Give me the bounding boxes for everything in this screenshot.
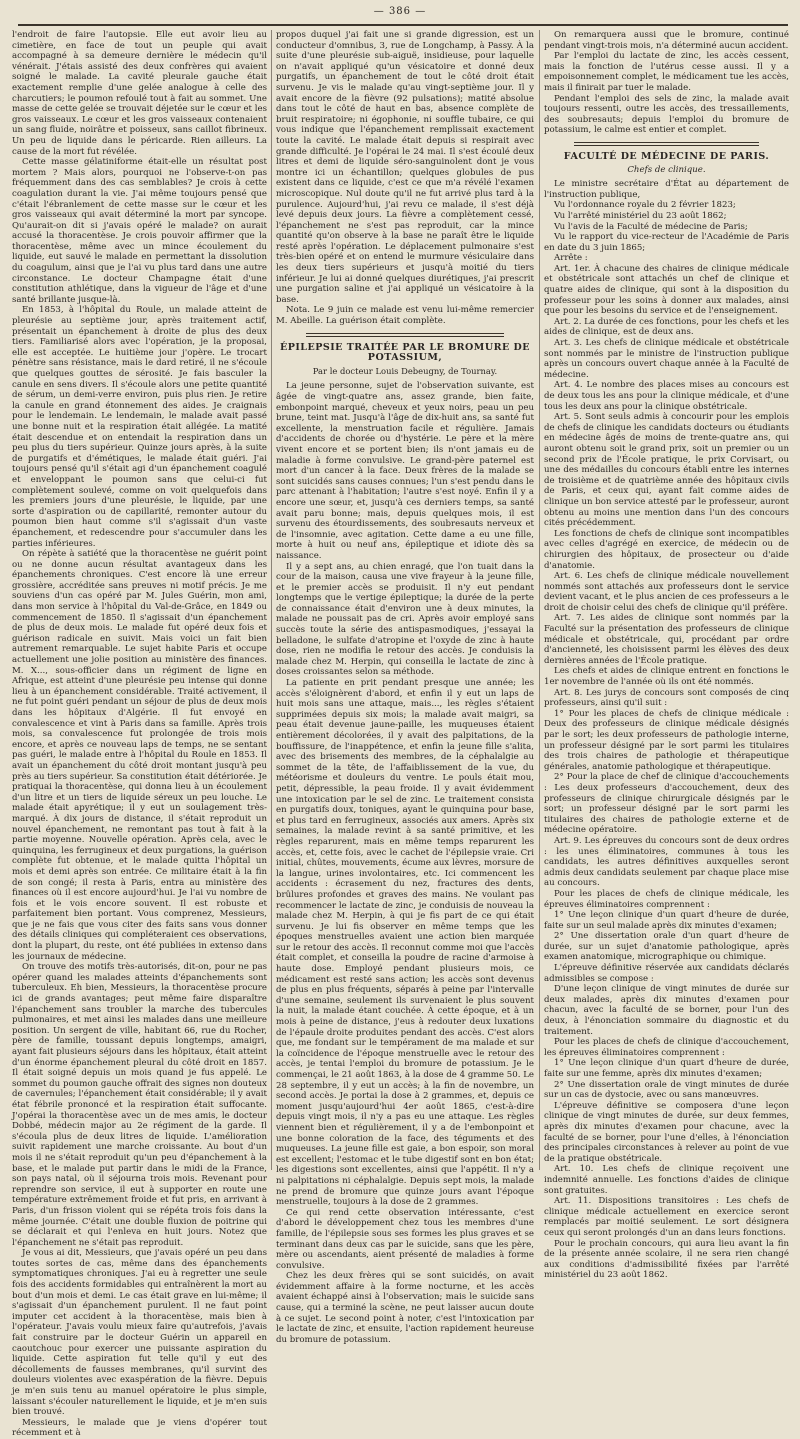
paragraph: 2° Pour la place de chef de clinique d'accouchements : Les deux professeurs d'accouchement, deux des professeurs de clinique chirurgicale désignés par le sort; un professeur désigné par le sort parmi les titulaires des chaires de pathologie externe et de médecine opératoire. bbox=[544, 772, 789, 836]
paragraph: La patiente en prit pendant presque une année; les accès s'éloignèrent d'abord, et enfin il y eut un laps de huit mois sans une attaque, mais..., les règles s'étaient supprimées depuis six mois; la malade avait maigri, sa peau était devenue jaune-paille, les muqueuses étaient entièrement décolorées, il y avait des palpitations, de la bouffissure, de l'inappétence, et enfin la jeune fille s'alita, avec des brisements des membres, de la céphalalgie au sommet de la tête, de l'affaiblissement de la vue, du météorisme et douleurs du ventre. Le pouls était mou, petit, dépressible, la peau froide. Il y avait évidemment une intoxication par le sel de zinc. Le traitement consista en purgatifs doux, toniques, ayant le quinquina pour base, et plus tard en ferrugineux, associés aux amers. Après six semaines, la malade revint à sa santé primitive, et les règles reparurent, mais en même temps reparurent les accès, et, cette fois, avec le cachet de l'épilepsie vraie. Cri initial, chûtes, mouvements, écume aux lèvres, morsure de la langue, urines involontaires, etc. Ici commencent les accidents : écrasement du nez, fractures des dents, brûlures profondes et graves des mains. Ne voulant pas recommencer le lactate de zinc, je conduisis de nouveau la malade chez M. Herpin, à qui je fis part de ce qui était survenu. Je lui fis observer en même temps que les époques menstruelles avaient une action bien marquée sur le retour des accès. Il reconnut comme moi que l'accès était complet, et conseilla la poudre de racine d'armoise à haute dose. Employé pendant plusieurs mois, ce médicament est resté sans action; les accès sont devenus de plus en plus fréquents, séparés à peine par l'intervalle d'une semaine, seulement ils survenaient le plus souvent la nuit, la malade étant couchée. À cette époque, et à un mois à peine de distance, j'eus à redouter deux luxations de l'épaule droite produites pendant des accès. C'est alors que, me fondant sur le tempérament de ma malade et sur la coïncidence de l'époque menstruelle avec le retour des accès, je tentai l'emploi du bromure de potassium. Je le commençai, le 21 août 1863, à la dose de 4 gramme 50. Le 28 septembre, il y eut un accès; à la fin de novembre, un second accès. Je portai la dose à 2 grammes, et, depuis ce moment jusqu'aujourd'hui 4er août 1865, c'est-à-dire depuis vingt mois, il n'y a pas eu une attaque. Les règles viennent bien et régulièrement, il y a de l'embonpoint et une bonne coloration de la face, des téguments et des muqueuses. La jeune fille est gaie, a bon espoir, son moral est excellent; l'estomac et le tube digestif sont en bon état; les digestions sont excellentes, ainsi que l'appétit. Il n'y a ni palpitations ni céphalalgie. Depuis sept mois, la malade ne prend de bromure que quinze jours avant l'époque menstruelle, toujours à la dose de 2 grammes. bbox=[276, 678, 534, 1208]
paragraph: Art. 4. Le nombre des places mises au concours est de deux tous les ans pour la clinique médicale, et d'une tous les deux ans pour la clinique obstétricale. bbox=[544, 380, 789, 412]
article-title: ÉPILEPSIE TRAITÉE PAR LE BROMURE DE POTASSIUM, bbox=[279, 341, 531, 364]
paragraph: L'épreuve définitive se composera d'une leçon clinique de vingt minutes de durée, sur deux femmes, après dix minutes d'examen pour chacune, avec la faculté de se borner, pour l'une d'elles, à l'énonciation des principales circonstances à relever au point de vue de la pratique obstétricale. bbox=[544, 1100, 789, 1164]
paragraph: Art. 11. Dispositions transitoires : Les chefs de clinique médicale actuellement en exercice seront remplacés par moitié seulement. Le sort désignera ceux qui seront prolongés d'un an dans leurs fonctions. bbox=[544, 1196, 789, 1238]
column-1 bbox=[12, 30, 267, 1439]
paragraph: Vu l'avis de la Faculté de médecine de Paris; bbox=[554, 221, 748, 232]
paragraph: L'épreuve définitive réservée aux candidats déclarés admissibles se compose : bbox=[544, 963, 789, 984]
paragraph: 1° Une leçon clinique d'un quart d'heure de durée, faite sur un seul malade après dix minutes d'examen; bbox=[544, 910, 789, 931]
paragraph: propos duquel j'ai fait une si grande digression, est un conducteur d'omnibus, 3, rue de Longchamp, à Passy. À la suite d'une pleurésie sub-aiguë, insidieuse, pour laquelle on n'avait appliqué qu'un vésicatoire et donné deux purgatifs, un épanchement de tout le côté droit était survenu. Je vis le malade qu'au vingt-septième jour. Il y avait encore de la fièvre (92 pulsations); matité absolue dans tout le côté de haut en bas, absence complète de bruit respiratoire; ni égophonie, ni souffle tubaire, ce qui vous indique que l'épanchement remplissait exactement toute la cavité. Le malade était depuis si respirait avec grande difficulté. Je l'opérai le 24 mai. Il s'est écoulé deux litres et demi de liquide séro-sanguinolent dont je vous montre ici un échantillon; quelques globules de pus existent dans ce liquide, c'est ce que m'a révélé l'examen microscopique. Nul doute qu'il ne fut arrivé plus tard à la purulence. Aujourd'hui, j'ai revu ce malade, il s'est déjà levé depuis deux jours. La fièvre a complètement cessé, l'épanchement ne s'est pas reproduit, car la mince quantité qu'on observe à la base ne paraît être le liquide resté après l'opération. Le déplacement pulmonaire s'est très-bien opéré et on entend le murmure vésiculaire dans les deux tiers supérieurs et jusqu'à moitié du tiers inférieur. Je lui ai donné quelques diurétiques, j'ai prescrit une purgation saline et j'ai appliqué un vésicatoire à la base. bbox=[276, 30, 534, 305]
paragraph: Il y a sept ans, au chien enragé, que l'on tuait dans la cour de la maison, causa une vive frayeur à la jeune fille, et le premier accès se produisit. Il n'y eut pendant longtemps que le vertige épileptique; la durée de la perte de connaissance était d'environ une à deux minutes, la malade ne poussait pas de cri. Après avoir employé sans succès toute la série des antispasmodiques, j'essayai la belladone, le sulfate d'atropine et l'oxyde de zinc à haute dose, rien ne modifia le retour des accès. Je conduisis la malade chez M. Herpin, qui conseilla le lactate de zinc à doses croissantes selon sa méthode. bbox=[276, 561, 534, 678]
paragraph: Pendant l'emploi des sels de zinc, la malade avait toujours ressenti, outre les accès, des tressaillements, des soubresauts; depuis l'emploi du bromure de potassium, le calme est entier et complet. bbox=[544, 93, 789, 136]
section-subtitle: Chefs de clinique. bbox=[627, 164, 706, 175]
paragraph: Pour le prochain concours, qui aura lieu avant la fin de la présente année scolaire, il ne sera rien changé aux conditions d'admissibilité fixées par l'arrêté ministériel du 23 août 1862. bbox=[544, 1238, 789, 1281]
paragraph: On trouve des motifs très-autorisés, dit-on, pour ne pas opérer quand les malades atteints d'épanchements sont tuberculeux. Eh bien, Messieurs, la thoracentèse procure ici de grands avantages; peut même faire disparaître l'épanchement sans troubler la marche des tubercules pulmonaires, et met ainsi les malades dans une meilleure position. Un sergent de ville, habitant 66, rue du Rocher, père de famille, toussant depuis longtemps, amaigri, ayant fait plusieurs séjours dans les hôpitaux, était atteint d'un énorme épanchement pleural du côté droit en 1857. Il était soigné depuis un mois quand je fus appelé. Le sommet du poumon gauche offrait des signes non douteux de cavernules; l'épanchement était considérable; il y avait état fébrile prononcé et la respiration était suffocante. J'opérai la thoracentèse avec un de mes amis, le docteur Dobbé, médecin major au 2e régiment de la garde. Il s'écoula plus de deux litres de liquide. L'amélioration suivit rapidement une marche croissante. Au bout d'un mois il ne s'était reproduit qu'un peu d'épanchement à la base, et le malade put partir dans le midi de la France, son pays natal, où il séjourna trois mois. Revenant pour reprendre son service, il eut à supporter en route une température extrêmement froide et fut pris, en arrivant à Paris, d'un frisson violent qui se répéta trois fois dans la même journée. C'était une double fluxion de poitrine qui se déclarait et qui l'enleva en huit jours. Notez que l'épanchement ne s'était pas reproduit. bbox=[12, 962, 267, 1248]
note: Nota. Le 9 juin ce malade est venu lui-même remercier M. Abeille. La guérison était complète. bbox=[276, 305, 534, 327]
paragraph: Pour les places de chefs de clinique médicale, les épreuves éliminatoires comprennent : bbox=[544, 888, 789, 910]
paragraph: Art. 7. Les aides de clinique sont nommés par la Faculté sur la présentation des professeurs de clinique médicale et obstétricale, qui, procédant par ordre d'ancienneté, les choisissent parmi les élèves des deux dernières années de l'École pratique. bbox=[544, 613, 789, 666]
section-divider bbox=[574, 142, 759, 146]
paragraph: Je vous ai dit, Messieurs, que j'avais opéré un peu dans toutes sortes de cas, même dans des épanchements symptomatiques chroniques. J'ai eu à regretter une seule fois des accidents formidables qui entraînèrent la mort au bout d'un mois et demi. Le cas était grave en lui-même; il s'agissait d'un épanchement purulent. Il ne faut point imputer cet accident à la thoracentèse, mais bien à l'opérateur. J'avais voulu mieux faire qu'autrefois, j'avais fait construire par le docteur Guérin un appareil en caoutchouc pour exercer une puissante aspiration du liquide. Cette aspiration fut telle qu'il y eut des décollements de fausses membranes, qu'il survint des douleurs violentes avec exaspération de la fièvre. Depuis je m'en suis tenu au manuel opératoire le plus simple, laissant s'écouler naturellement le liquide, et je m'en suis bien trouvé. bbox=[12, 1248, 267, 1418]
page-number: — 386 — bbox=[373, 6, 427, 17]
paragraph: Art. 10. Les chefs de clinique reçoivent une indemnité annuelle. Les fonctions d'aides de clinique sont gratuites. bbox=[544, 1164, 789, 1196]
paragraph: Art. 2. La durée de ces fonctions, pour les chefs et les aides de clinique, est de deux ans. bbox=[544, 316, 789, 338]
paragraph: Art. 3. Les chefs de clinique médicale et obstétricale sont nommés par le ministre de l'instruction publique après un concours ouvert chaque année à la Faculté de médecine. bbox=[544, 338, 789, 380]
paragraph: 1° Pour les places de chefs de clinique médicale : Deux des professeurs de clinique médicale désignés par le sort; les deux professeurs de pathologie interne, un professeur désigné par le sort parmi les titulaires des trois chaires de pathologie et thérapeutique générales, anatomie pathologique et thérapeutique. bbox=[544, 708, 789, 772]
paragraph: Ce qui rend cette observation intéressante, c'est d'abord le développement chez tous les membres d'une famille, de l'épilepsie sous ses formes les plus graves et se terminant dans deux cas par le suicide, sans que les père, mère ou ascendants, aient présenté de maladies à forme convulsive. bbox=[276, 1207, 534, 1271]
article-author: Par le docteur Louis Debeugny, de Tournay. bbox=[312, 365, 498, 376]
paragraph: Vu le rapport du vice-recteur de l'Académie de Paris en date du 3 juin 1865; bbox=[544, 232, 789, 253]
paragraph: Par l'emploi du lactate de zinc, les accès cessent, mais la fonction de l'utérus cesse aussi. Il y a empoisonnement complet, le médicament tue les accès, mais il finirait par tuer le malade. bbox=[544, 51, 789, 93]
paragraph: D'une leçon clinique de vingt minutes de durée sur deux malades, après dix minutes d'examen pour chacun, avec la faculté de se borner, pour l'un des deux, à l'énonciation sommaire du diagnostic et du traitement. bbox=[544, 984, 789, 1037]
paragraph: On répète à satiété que la thoracentèse ne guérit point ou ne donne aucun résultat avantageux dans les épanchements chroniques. C'est encore là une erreur grossière, accréditée sans preuves ni motif précis. Je me souviens d'un cas opéré par M. Jules Guérin, mon ami, dans mon service à l'hôpital du Val-de-Grâce, en 1849 ou commencement de 1850. Il s'agissait d'un épanchement de plus de deux mois. Le malade fut opéré deux fois et guérison radicale en suivit. Mais voici un fait bien autrement remarquable. Le sujet habite Paris et occupe actuellement une jolie position au ministère des finances. M. X..., sous-officier dans un régiment de ligne en Afrique, est atteint d'une pleurésie peu intense qui donne lieu à un épanchement considérable. Traité activement, il ne fut point guéri pendant un séjour de plus de deux mois dans les hôpitaux d'Algérie. Il fut envoyé en convalescence et vint à Paris dans sa famille. Après trois mois, sa convalescence fut prolongée de trois mois encore, et après ce nouveau laps de temps, ne se sentant pas guéri, le malade entre à l'hôpital du Roule en 1853. Il avait un épanchement du côté droit montant jusqu'à peu près au tiers supérieur. Sa constitution était détériorée. Je pratiquai la thoracentèse, qui donna lieu à un écoulement d'un litre et un tiers de liquide séreux un peu louche. Le malade était apyrétique; il y eut un soulagement très-marqué. À dix jours de distance, il s'était reproduit un nouvel épanchement, ne remontant pas tout à fait à la partie moyenne. Nouvelle opération. Après cela, avec le quinquina, les ferrugineux et deux purgations, la guérison complète fut obtenue, et le malade quitta l'hôpital un mois et demi après son entrée. Ce militaire était à la fin de son congé; il resta à Paris, entra au ministère des finances où il est encore aujourd'hui. Je l'ai vu nombre de fois et le vois encore souvent. Il est robuste et parfaitement bien portant. Vous comprenez, Messieurs, que je ne fais que vous citer des faits sans vous donner des détails cliniques qui compléteraient ces observations, dont la plupart, du reste, ont été publiées in extenso dans les journaux de médecine. bbox=[12, 549, 267, 962]
paragraph: Vu l'ordonnance royale du 2 février 1823; bbox=[554, 200, 736, 211]
paragraph: Les fonctions de chefs de clinique sont incompatibles avec celles d'agrégé en exercice, de médecin ou de chirurgien des hôpitaux, de prosecteur ou d'aide d'anatomie. bbox=[544, 528, 789, 571]
paragraph: Arrête : bbox=[554, 253, 588, 264]
paragraph: On remarquera aussi que le bromure, continué pendant vingt-trois mois, n'a déterminé aucun accident. bbox=[544, 30, 789, 51]
column-3 bbox=[544, 30, 789, 1281]
paragraph: Art. 9. Les épreuves du concours sont de deux ordres : les unes éliminatoires, communes à tous les candidats, les autres définitives auxquelles seront admis deux candidats seulement par chaque place mise au concours. bbox=[544, 835, 789, 889]
paragraph: 1° Une leçon clinique d'un quart d'heure de durée, faite sur une femme, après dix minutes d'examen; bbox=[544, 1058, 789, 1079]
paragraph: Art. 6. Les chefs de clinique médicale nouvellement nommés sont attachés aux professeurs dont le service devient vacant, et le plus ancien de ces professeurs a le droit de choisir celui des chefs de clinique qu'il préfère. bbox=[544, 571, 789, 613]
paragraph: Le ministre secrétaire d'État au département de l'instruction publique, bbox=[544, 179, 789, 200]
section-title: FACULTÉ DE MÉDECINE DE PARIS. bbox=[563, 150, 770, 162]
paragraph: Art. 1er. À chacune des chaires de clinique médicale et obstétricale sont attachés un chef de clinique et quatre aides de clinique, qui sont à la disposition du professeur pour les soins à donner aux malades, ainsi que pour les besoins du service et de l'enseignement. bbox=[544, 263, 789, 317]
section-divider bbox=[306, 333, 504, 337]
top-rule bbox=[18, 24, 788, 26]
paragraph: Vu l'arrêté ministériel du 23 août 1862; bbox=[554, 210, 727, 221]
paragraph: Art. 5. Sont seuls admis à concourir pour les emplois de chefs de clinique les candidats docteurs ou étudiants en médecine âgés de moins de trente-quatre ans, qui auront obtenu soit le grand prix, soit un premier ou un second prix de l'École pratique, le prix Corvisart, ou une des médailles du concours établi entre les internes de troisième et de quatrième année des hôpitaux civils de Paris, et ceux qui, ayant fait comme aides de clinique un bon service attesté par le professeur, auront obtenu au moins une mention dans l'un des concours cités précédemment. bbox=[544, 412, 789, 529]
paragraph: l'endroit de faire l'autopsie. Elle eut avoir lieu au cimetière, en face de tout un peuple qui avait accompagné à sa demeure dernière le médecin qu'il vénérait. J'étais assisté des deux confrères qui avaient soigné le malade. La cavité pleurale gauche était exactement remplie d'une gelée analogue à celle des charcutiers; le poumon refoulé tout à fait au sommet. Une masse de cette gelée se trouvait déjetée sur le cœur et les gros vaisseaux. Le cœur et les gros vaisseaux contenaient un sang fluide, noirâtre et poisseux, sans caillot fibrineux. Un peu de liquide dans le péricarde. Rien ailleurs. La cause de la mort fut révélée. bbox=[12, 30, 267, 157]
paragraph: Pour les places de chefs de clinique d'accouchement, les épreuves éliminatoires comprennent : bbox=[544, 1037, 789, 1058]
paragraph: 2° Une dissertation orale d'un quart d'heure de durée, sur un sujet d'anatomie pathologique, après examen anatomique, micrographique ou chimique. bbox=[544, 931, 789, 963]
column-divider bbox=[539, 30, 540, 1170]
paragraph: Art. 8. Les jurys de concours sont composés de cinq professeurs, ainsi qu'il suit : bbox=[544, 687, 789, 709]
column-2 bbox=[276, 30, 534, 1345]
paragraph: Chez les deux frères qui se sont suicidés, on avait évidemment affaire à la forme nocturne, et les accès avaient échappé ainsi à l'observation; mais le suicide sans cause, qui a terminé la scène, ne peut laisser aucun doute à ce sujet. Le second point à noter, c'est l'intoxication par le lactate de zinc, et ensuite, l'action rapidement heureuse du bromure de potassium. bbox=[276, 1271, 534, 1345]
paragraph: 2° Une dissertation orale de vingt minutes de durée sur un cas de dystocie, avec ou sans manœuvres. bbox=[544, 1079, 789, 1101]
paragraph: Les chefs et aides de clinique entrent en fonctions le 1er novembre de l'année où ils ont été nommés. bbox=[544, 666, 789, 688]
paragraph: En 1853, à l'hôpital du Roule, un malade atteint de pleurésie au septième jour, après traitement actif, présentait un épanchement à droite de plus des deux tiers. Familiarisé alors avec l'opération, je la proposai, elle est acceptée. Le huitième jour j'opère. Le trocart pénètre sans résistance, mais le dard retiré, il ne s'écoule que quelques gouttes de sérosité. Je fais basculer la canule en sens divers. Il s'écoule alors une petite quantité de sérum, un demi-verre environ, puis plus rien. Je retire la canule en grand étonnement des aides. Je craignais pour le lendemain. Le lendemain, le malade avait passé une bonne nuit et la respiration était allégée. La matité était descendue et on entendait la respiration dans un peu plus du tiers supérieur. Quinze jours après, à la suite de purgatifs et d'émétiques, le malade était guéri. J'ai toujours pensé qu'il s'était agi d'un épanchement coagulé et enveloppant le poumon sans que celui-ci fut complètement soulevé, comme on voit quelquefois dans les premiers jours d'une pleurésie, le liquide, par une sorte d'aspiration ou de capillarité, remonter autour du poumon bien haut comme s'il s'agissait d'un vaste épanchement, et redescendre pour s'accumuler dans les parties inférieures. bbox=[12, 305, 267, 549]
paragraph: La jeune personne, sujet de l'observation suivante, est âgée de vingt-quatre ans, assez grande, bien faite, embonpoint marqué, cheveux et yeux noirs, peau un peu brune, teint mat. Jusqu'à l'âge de dix-huit ans, sa santé fut excellente, la menstruation facile et régulière. Jamais d'accidents de chorée ou d'hystérie. Le père et la mère vivent encore et se portent bien; ils n'ont jamais eu de maladie à forme convulsive. Le grand-père paternel est mort d'un cancer à la face. Deux frères de la malade se sont suicidés sans causes connues; l'un s'est pendu dans le parc attenant à l'habitation; l'autre s'est noyé. Enfin il y a encore une sœur, et, jusqu'à ces derniers temps, sa santé avait paru bonne; mais, depuis quelques mois, il est survenu des étourdissements, des soubresauts nerveux et de l'insomnie, avec agitation. Cette dame a eu une fille, morte à huit ou neuf ans, épileptique et idiote dès sa naissance. bbox=[276, 381, 534, 561]
column-divider bbox=[271, 30, 272, 1170]
paragraph: Messieurs, le malade que je viens d'opérer tout récemment et à bbox=[12, 1417, 267, 1439]
paragraph: Cette masse gélatiniforme était-elle un résultat post mortem ? Mais alors, pourquoi ne l'observe-t-on pas fréquemment dans des cas semblables? Je crois à cette coagulation durant la vie. J'ai même toujours pensé que c'était l'ébranlement de cette masse sur le cœur et les gros vaisseaux qui avait déterminé la mort par syncope. Qu'aurait-on dit si j'avais opéré le malade? on aurait accusé la thoracentèse. Je crois pouvoir affirmer que la thoracentèse, même avec un mince écoulement du liquide, eut sauvé le malade en permettant la dissolution du coagulum, ainsi que je l'ai vu plus tard dans une autre circonstance. Le docteur Champagne était d'une constitution athlétique, dans la vigueur de l'âge et d'une santé brillante jusque-là. bbox=[12, 157, 267, 305]
